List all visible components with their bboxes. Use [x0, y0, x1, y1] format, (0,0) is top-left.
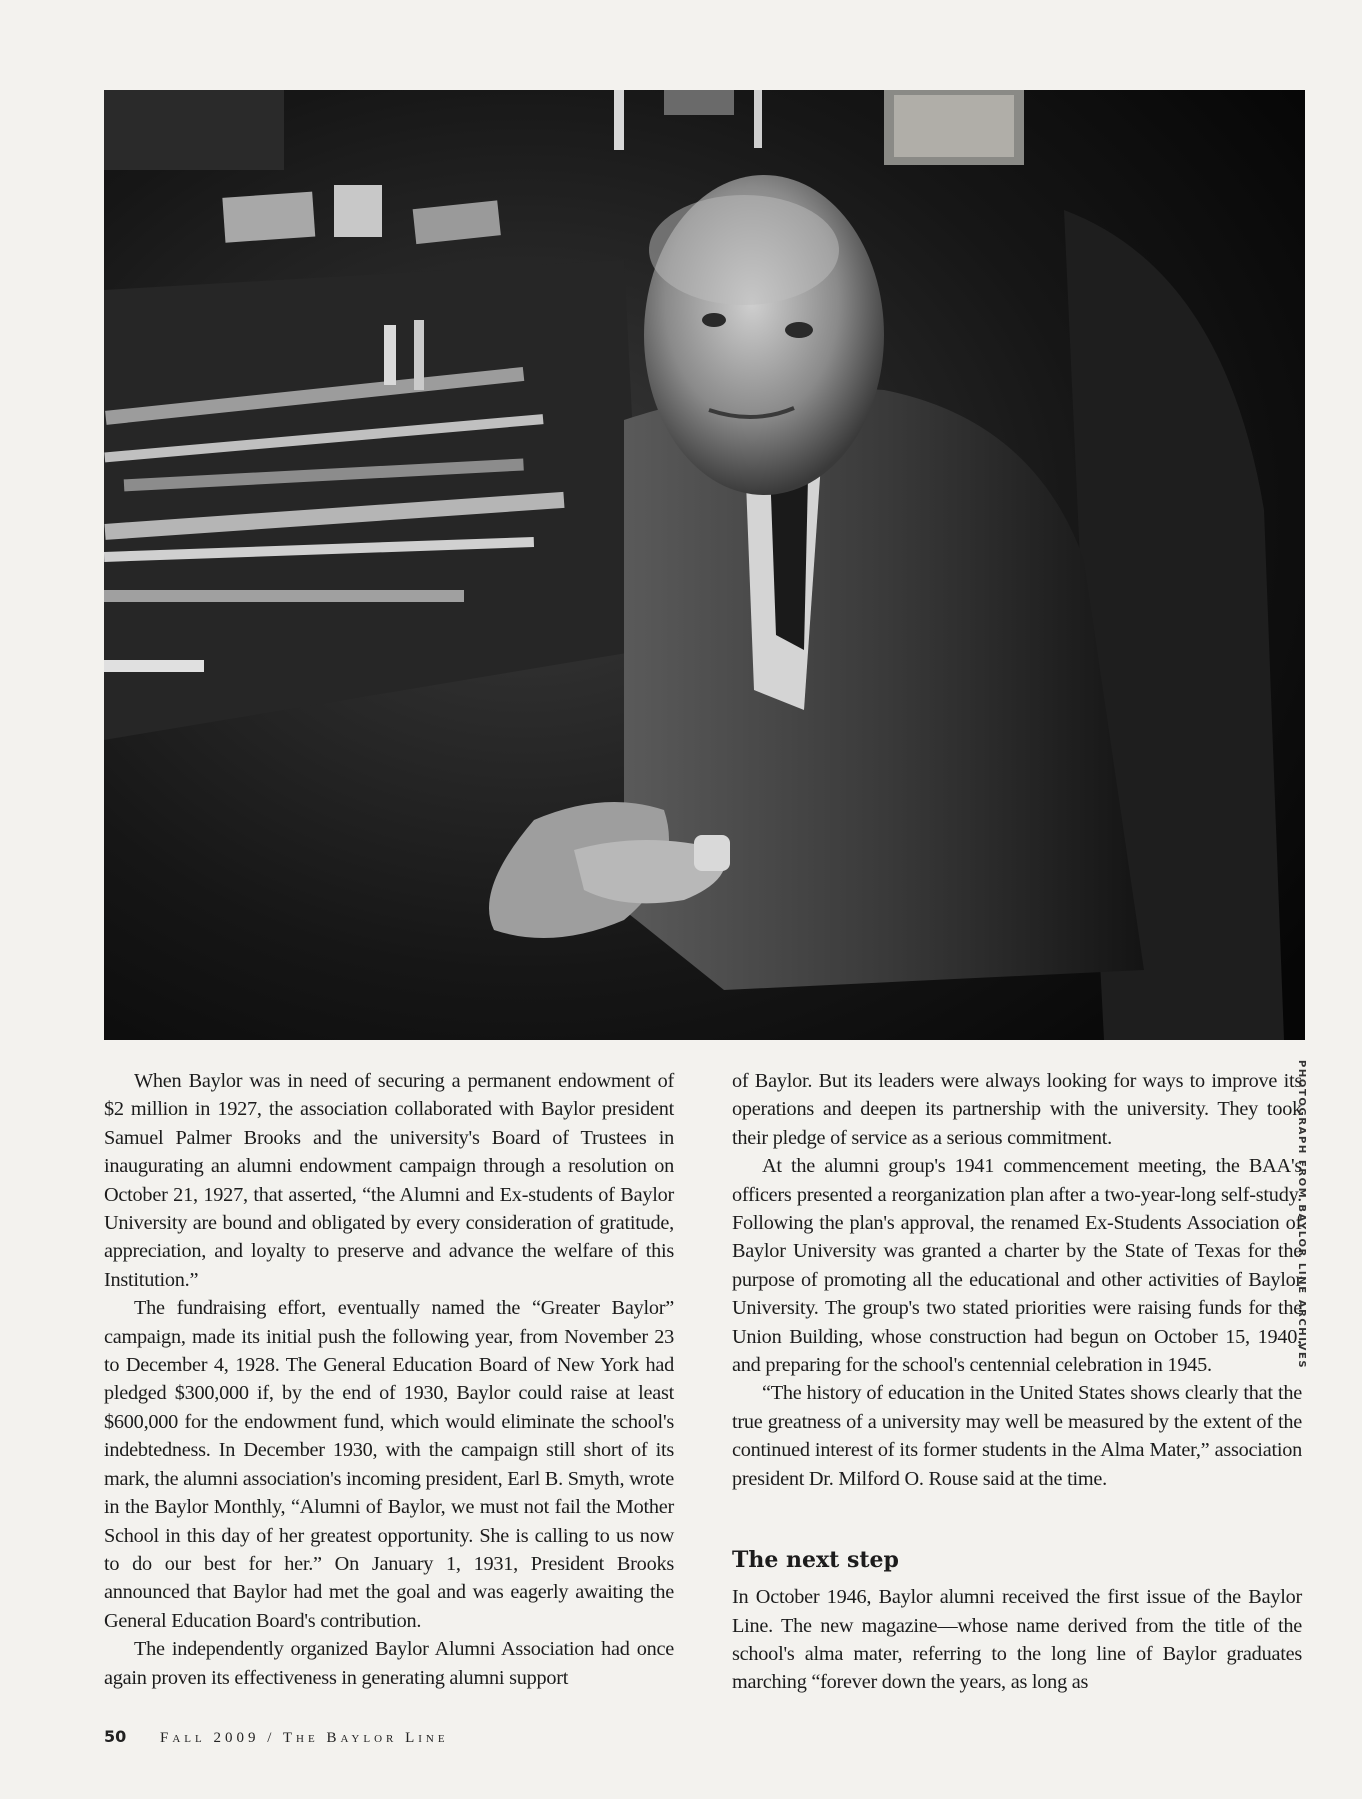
- paragraph: The fundraising effort, eventually named the “Greater Baylor” campaign, made its initial push the following year, from November 23 to December 4, 1928. The General Education Board of New York had pledged $300,000 if, by the end of 1930, Baylor could raise at least $600,000 for the endowment fund, which would eliminate the school's indebtedness. In December 1930, with the campaign still short of its mark, the alumni association's incoming president, Earl B. Smyth, wrote in the Baylor Monthly, “Alumni of Baylor, we must not fail the Mother School in this day of her greatest opportunity. She is calling to us now to do our best for her.” On January 1, 1931, President Brooks announced that Baylor had met the goal and was eagerly awaiting the General Education Board's contribution.: [104, 1297, 675, 1632]
- paragraph: At the alumni group's 1941 commencement meeting, the BAA's officers presented a reorganization plan after a two-year-long self-study. Following the plan's approval, the renamed Ex-Students Association of Baylor University was granted a charter by the State of Texas for the purpose of promoting all the educational and other activities of Baylor University. The group's two stated priorities were raising funds for the Union Building, whose construction had begun on October 15, 1940, and preparing for the school's centennial celebration in 1945.: [732, 1155, 1302, 1377]
- page-number: 50: [104, 1727, 127, 1746]
- photo-credit: PHOTOGRAPH FROM BAYLOR LINE ARCHIVES: [1296, 1060, 1307, 1370]
- paragraph: “The history of education in the United States shows clearly that the true greatness of a university may well be measured by the extent of the continued interest of its former students in the Alma Mater,” association president Dr. Milford O. Rouse said at the time.: [732, 1382, 1302, 1490]
- paragraph: The independently organized Baylor Alumni Association had once again proven its effectiveness in generating alumni support: [104, 1638, 674, 1689]
- paragraph: of Baylor. But its leaders were always looking for ways to improve its operations and deepen its partnership with the university. They took their pledge of service as a serious commitment.: [732, 1070, 1302, 1149]
- publication-line: Fall 2009 / The Baylor Line: [160, 1730, 449, 1746]
- article-column-right: [732, 1067, 1302, 1697]
- portrait-illustration: [104, 90, 1305, 1040]
- paragraph: In October 1946, Baylor alumni received the first issue of the Baylor Line. The new magazine—whose name derived from the title of the school's alma mater, referring to the long line of Baylor graduates marching “forever down the years, as long as: [732, 1586, 1302, 1694]
- article-column-left: [104, 1067, 674, 1692]
- portrait-photo: [104, 90, 1305, 1040]
- section-heading: The next step: [732, 1547, 899, 1574]
- paragraph: When Baylor was in need of securing a permanent endowment of $2 million in 1927, the association collaborated with Baylor president Samuel Palmer Brooks and the university's Board of Trustees in inaugurating an alumni endowment campaign through a resolution on October 21, 1927, that asserted, “the Alumni and Ex-students of Baylor University are bound and obligated by every consideration of gratitude, appreciation, and loyalty to preserve and advance the welfare of this Institution.”: [104, 1070, 674, 1291]
- page-footer: [104, 1727, 449, 1747]
